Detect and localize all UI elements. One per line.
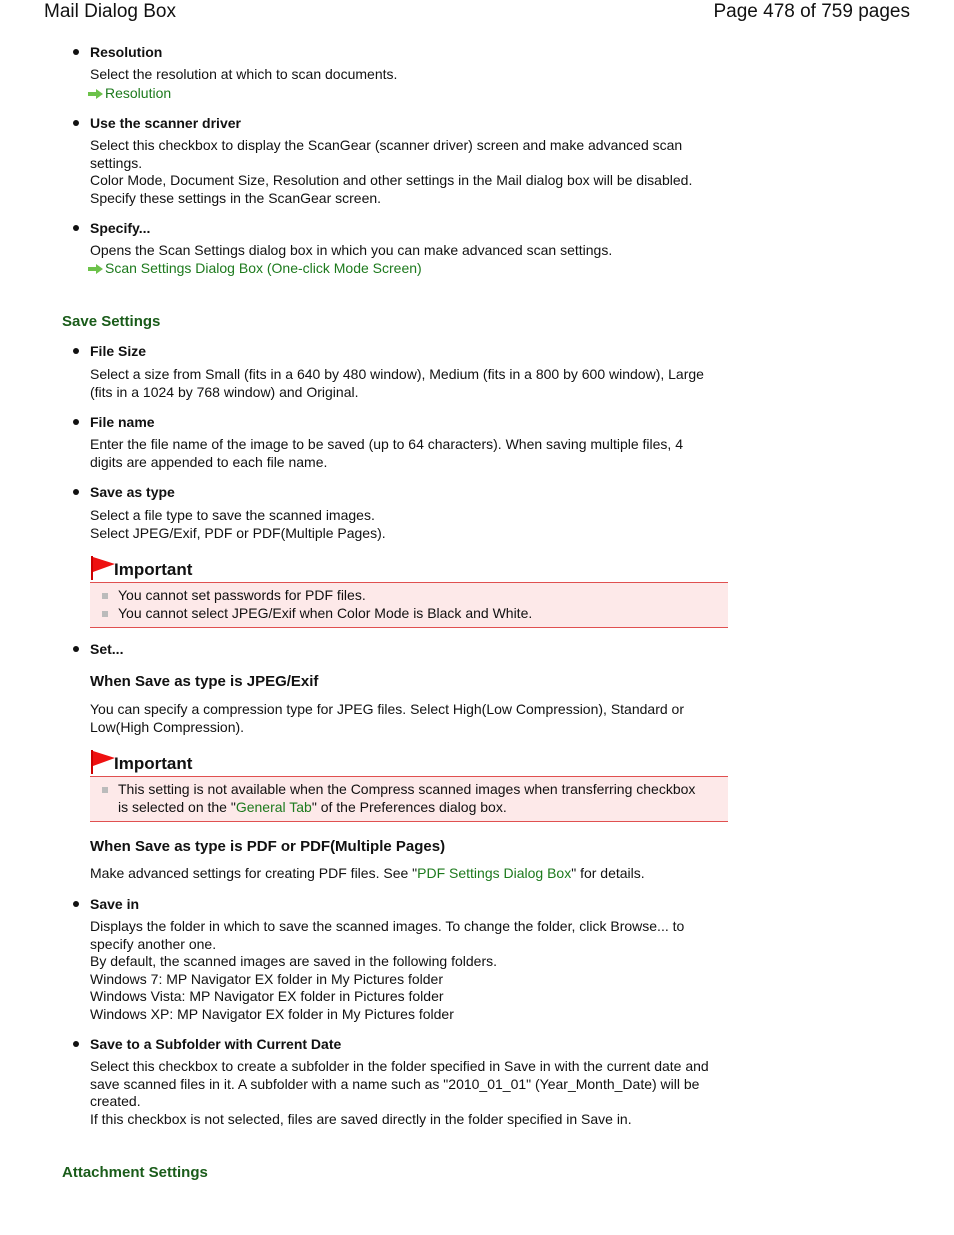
set-title: Set...	[90, 641, 124, 657]
jpeg-heading: When Save as type is JPEG/Exif	[90, 673, 319, 690]
save-in-line: By default, the scanned images are saved in the following folders.	[90, 953, 498, 970]
important-text: This setting is not available when the Compress scanned images when transferring checkbox	[118, 781, 696, 797]
page-header-title: Mail Dialog Box	[44, 1, 176, 22]
file-size-line: (fits in a 1024 by 768 window) and Original.	[90, 383, 359, 400]
scanner-driver-line: settings.	[90, 154, 143, 171]
important-header	[90, 750, 728, 777]
subfolder-line: created.	[90, 1093, 141, 1110]
general-tab-link[interactable]: General Tab	[235, 798, 312, 815]
save-in-line: Displays the folder in which to save the scanned images. To change the folder, click Browse... to	[90, 918, 685, 934]
pdf-text: Make advanced settings for creating PDF files. See "	[90, 865, 418, 881]
page-number: Page 478 of 759 pages	[713, 1, 910, 22]
jpeg-line: Low(High Compression).	[90, 718, 245, 735]
subfolder-title: Save to a Subfolder with Current Date	[90, 1036, 342, 1052]
important-title: Important	[114, 560, 193, 579]
pdf-text: " for details.	[571, 865, 645, 881]
important-body	[90, 777, 728, 822]
pdf-settings-link[interactable]: PDF Settings Dialog Box	[417, 865, 572, 881]
important-item: You cannot set passwords for PDF files.	[90, 587, 728, 605]
resolution-title: Resolution	[90, 44, 163, 60]
subfolder-line: Select this checkbox to create a subfolder in the folder specified in Save in with the current date and	[90, 1058, 709, 1074]
save-as-type-title: Save as type	[90, 484, 175, 500]
save-in-line: specify another one.	[90, 935, 217, 952]
resolution-line: Select the resolution at which to scan documents.	[90, 66, 398, 82]
red-flag-icon	[90, 750, 116, 774]
attachment-settings-heading: Attachment Settings	[62, 1164, 208, 1181]
subfolder-desc	[90, 1058, 730, 1128]
specify-title: Specify...	[90, 220, 151, 236]
important-item: You cannot select JPEG/Exif when Color Mode is Black and White.	[90, 605, 728, 623]
scanner-driver-line: Specify these settings in the ScanGear screen.	[90, 189, 382, 206]
file-name-title: File name	[90, 414, 155, 430]
arrow-right-icon	[88, 264, 103, 274]
subfolder-line: If this checkbox is not selected, files are saved directly in the folder specified in Save in.	[90, 1110, 632, 1127]
file-size-title: File Size	[90, 343, 147, 359]
save-as-type-line: Select JPEG/Exif, PDF or PDF(Multiple Pages).	[90, 524, 386, 541]
file-name-desc	[90, 436, 730, 471]
important-text: " of the Preferences dialog box.	[311, 798, 507, 815]
important-header	[90, 556, 728, 583]
scanner-driver-line: Select this checkbox to display the ScanGear (scanner driver) screen and make advanced scan	[90, 137, 683, 153]
file-size-line: Select a size from Small (fits in a 640 by 480 window), Medium (fits in a 800 by 600 window), Large	[90, 366, 704, 382]
file-size-desc	[90, 366, 730, 401]
important-text: is selected on the "	[118, 798, 236, 815]
important-body	[90, 583, 728, 628]
specify-desc	[90, 242, 730, 260]
pdf-heading: When Save as type is PDF or PDF(Multiple Pages)	[90, 838, 446, 855]
save-as-type-line: Select a file type to save the scanned images.	[90, 507, 375, 523]
save-in-line: Windows 7: MP Navigator EX folder in My Pictures folder	[90, 970, 443, 987]
important-item	[90, 781, 728, 816]
save-in-title: Save in	[90, 896, 140, 912]
resolution-desc	[90, 66, 730, 84]
save-in-line: Windows Vista: MP Navigator EX folder in Pictures folder	[90, 988, 444, 1005]
scanner-driver-desc	[90, 137, 730, 207]
resolution-link-text[interactable]: Resolution	[105, 85, 172, 101]
red-flag-icon	[90, 556, 116, 580]
scan-settings-link[interactable]	[88, 259, 422, 277]
save-in-line: Windows XP: MP Navigator EX folder in My Pictures folder	[90, 1005, 454, 1022]
jpeg-desc	[90, 701, 730, 736]
important-title: Important	[114, 754, 193, 773]
save-in-desc	[90, 918, 730, 1024]
pdf-desc	[90, 865, 730, 883]
pdf-line	[90, 865, 730, 883]
specify-line: Opens the Scan Settings dialog box in which you can make advanced scan settings.	[90, 242, 613, 258]
scanner-driver-line: Color Mode, Document Size, Resolution and other settings in the Mail dialog box will be disabled.	[90, 172, 693, 189]
important-box	[90, 750, 728, 822]
resolution-link[interactable]	[88, 84, 171, 102]
scan-settings-link-text[interactable]: Scan Settings Dialog Box (One-click Mode Screen)	[105, 260, 422, 276]
file-name-line: digits are appended to each file name.	[90, 453, 328, 470]
scanner-driver-title: Use the scanner driver	[90, 115, 241, 131]
arrow-right-icon	[88, 89, 103, 99]
file-name-line: Enter the file name of the image to be saved (up to 64 characters). When saving multiple files, 4	[90, 436, 683, 452]
save-as-type-desc	[90, 507, 730, 542]
important-box	[90, 556, 728, 628]
save-settings-heading: Save Settings	[62, 313, 161, 330]
jpeg-line: You can specify a compression type for JPEG files. Select High(Low Compression), Standard or	[90, 701, 684, 717]
subfolder-line: save scanned files in it. A subfolder with a name such as "2010_01_01" (Year_Month_Date) will be	[90, 1075, 700, 1092]
